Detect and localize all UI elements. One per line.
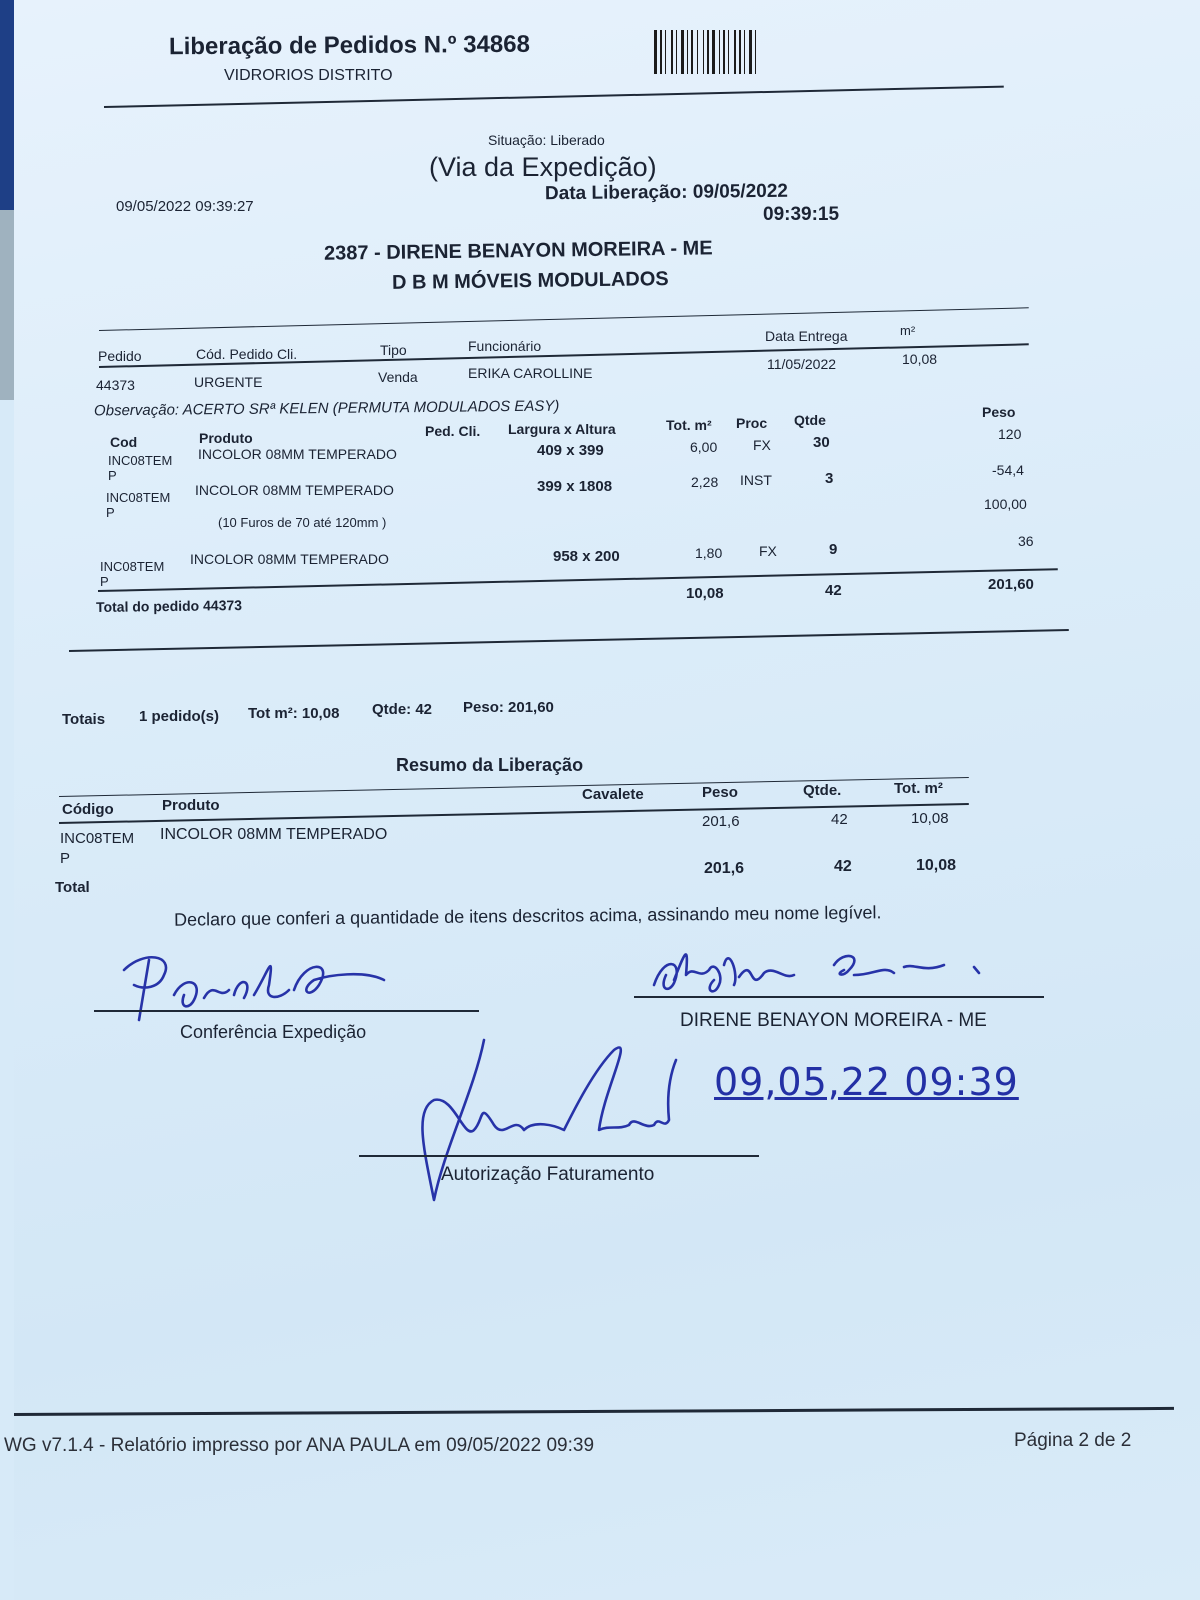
summary-row-tot-m2: 10,08 [911, 810, 949, 827]
release-date: Data Liberação: 09/05/2022 [544, 180, 789, 205]
row-qtde: 3 [825, 470, 834, 487]
summary-col-qtde: Qtde. [803, 782, 842, 799]
summary-row-produto: INCOLOR 08MM TEMPERADO [160, 826, 388, 843]
barcode-bar [719, 30, 720, 74]
value-m2: 10,08 [902, 351, 938, 367]
row-cod: INC08TEM [108, 453, 173, 468]
totais-peso: Peso: 201,60 [463, 699, 554, 716]
row-peso-secondary: 100,00 [984, 496, 1027, 512]
barcode-bar [755, 30, 756, 74]
order-total-qtde: 42 [825, 582, 842, 599]
col-funcionario: Funcionário [468, 338, 542, 354]
signature-conferencia [104, 940, 404, 1030]
value-pedido: 44373 [96, 377, 135, 393]
row-proc: INST [740, 472, 772, 488]
row-proc: FX [753, 437, 771, 453]
observation: Observação: ACERTO SRª KELEN (PERMUTA MODULADOS EASY) [93, 397, 560, 420]
row-cod-suffix: P [100, 574, 109, 589]
row-qtde: 30 [813, 434, 830, 451]
summary-row-codigo: INC08TEM [60, 830, 135, 847]
summary-col-produto: Produto [162, 797, 220, 814]
row-produto: INCOLOR 08MM TEMPERADO [190, 551, 389, 567]
background-surface [0, 210, 14, 400]
col-proc: Proc [736, 415, 768, 431]
value-data-entrega: 11/05/2022 [767, 356, 837, 372]
barcode-bar [676, 30, 677, 74]
row-dims: 409 x 399 [537, 442, 604, 459]
autorizacao-label: Autorização Faturamento [441, 1164, 655, 1185]
row-tot-m2: 2,28 [691, 474, 719, 490]
conferencia-label: Conferência Expedição [180, 1022, 367, 1042]
barcode-bar [744, 30, 745, 74]
barcode-bar [697, 30, 698, 74]
summary-row-qtde: 42 [831, 811, 848, 828]
totais-pedidos: 1 pedido(s) [139, 708, 220, 725]
signature-line [359, 1155, 759, 1157]
value-funcionario: ERIKA CAROLLINE [468, 365, 593, 381]
summary-col-tot-m2: Tot. m² [894, 780, 943, 797]
value-tipo: Venda [378, 369, 418, 385]
barcode-bar [687, 30, 688, 74]
summary-col-codigo: Código [62, 801, 114, 818]
row-cod-suffix: P [108, 468, 117, 483]
summary-row-codigo-suffix: P [60, 850, 71, 867]
col-cod-pedido-cli: Cód. Pedido Cli. [196, 346, 298, 362]
handwritten-date: 09,05,22 09:39 [714, 1060, 1019, 1104]
total-line [98, 568, 1058, 592]
footer-line [14, 1407, 1174, 1416]
row-peso: 36 [1018, 533, 1034, 549]
row-dims: 399 x 1808 [537, 478, 613, 495]
summary-total-qtde: 42 [834, 858, 852, 875]
signature-client [644, 935, 1024, 1005]
barcode-bar [660, 30, 662, 74]
barcode-bar [728, 30, 729, 74]
binder-edge [0, 0, 14, 210]
barcode-bar [707, 30, 709, 74]
summary-col-cavalete: Cavalete [582, 786, 644, 803]
barcode-bar [703, 30, 704, 74]
col-data-entrega: Data Entrega [765, 328, 848, 344]
via-label: (Via da Expedição) [429, 152, 657, 182]
footer-report: WG v7.1.4 - Relatório impresso por ANA PAULA em 09/05/2022 09:39 [4, 1435, 595, 1456]
client-signature-label: DIRENE BENAYON MOREIRA - ME [680, 1010, 987, 1031]
row-note: (10 Furos de 70 até 120mm ) [218, 515, 387, 530]
row-proc: FX [759, 543, 777, 559]
col-cod: Cod [110, 434, 138, 450]
totais-qtde: Qtde: 42 [372, 701, 433, 718]
row-qtde: 9 [829, 541, 838, 558]
barcode-bar [681, 30, 684, 74]
footer-page: Página 2 de 2 [1014, 1430, 1132, 1451]
document-page [4, 0, 1200, 1600]
table-top-line [99, 307, 1029, 331]
barcode-bar [739, 30, 741, 74]
row-peso: -54,4 [992, 462, 1024, 478]
summary-total-label: Total [55, 879, 90, 896]
barcode-bar [749, 30, 752, 74]
col-tipo: Tipo [380, 342, 407, 358]
summary-title: Resumo da Liberação [396, 755, 584, 775]
row-cod: INC08TEM [100, 559, 165, 574]
value-cod-pedido-cli: URGENTE [194, 374, 263, 390]
barcode-bar [734, 30, 736, 74]
barcode-bar [665, 30, 666, 74]
col-produto: Produto [199, 430, 253, 446]
barcode-bar [654, 30, 657, 74]
order-total-m2: 10,08 [686, 585, 724, 602]
order-total-label: Total do pedido 44373 [95, 596, 243, 616]
row-tot-m2: 1,80 [695, 545, 723, 561]
row-dims: 958 x 200 [553, 548, 620, 565]
client-name: 2387 - DIRENE BENAYON MOREIRA - ME [323, 237, 713, 265]
col-pedido: Pedido [98, 348, 142, 364]
row-cod: INC08TEM [106, 490, 171, 505]
print-datetime: 09/05/2022 09:39:27 [116, 198, 254, 215]
barcode-bar [671, 30, 673, 74]
divider [104, 86, 1004, 108]
signature-line [94, 1010, 479, 1012]
client-trade-name: D B M MÓVEIS MODULADOS [391, 268, 669, 294]
document-title: Liberação de Pedidos N.º 34868 [168, 30, 531, 61]
col-ped-cli: Ped. Cli. [425, 423, 481, 439]
col-largura-altura: Largura x Altura [508, 421, 616, 437]
declaration-text: Declaro que conferi a quantidade de itens descritos acima, assinando meu nome legível. [173, 902, 882, 930]
totais-m2: Tot m²: 10,08 [248, 705, 340, 722]
row-cod-suffix: P [106, 505, 115, 520]
barcode-bar [691, 30, 693, 74]
row-tot-m2: 6,00 [690, 439, 718, 455]
col-qtde: Qtde [794, 412, 826, 428]
row-produto: INCOLOR 08MM TEMPERADO [198, 446, 397, 462]
barcode-bar [723, 30, 725, 74]
row-produto: INCOLOR 08MM TEMPERADO [195, 482, 394, 498]
signature-line [634, 996, 1044, 998]
order-total-peso: 201,60 [988, 576, 1034, 593]
release-time: 09:39:15 [763, 204, 840, 225]
summary-total-tot-m2: 10,08 [916, 857, 957, 874]
col-peso: Peso [982, 404, 1016, 420]
row-peso: 120 [998, 426, 1022, 442]
barcode-bar [712, 30, 715, 74]
company-name: VIDRORIOS DISTRITO [224, 67, 393, 84]
summary-row-peso: 201,6 [702, 813, 740, 830]
section-divider [69, 629, 1069, 652]
col-m2: m² [900, 323, 916, 338]
summary-col-peso: Peso [702, 784, 738, 801]
barcode [654, 30, 810, 74]
col-tot-m2: Tot. m² [666, 417, 712, 433]
status-label: Situação: Liberado [488, 132, 605, 148]
totais-label: Totais [62, 711, 106, 728]
summary-total-peso: 201,6 [704, 860, 745, 877]
